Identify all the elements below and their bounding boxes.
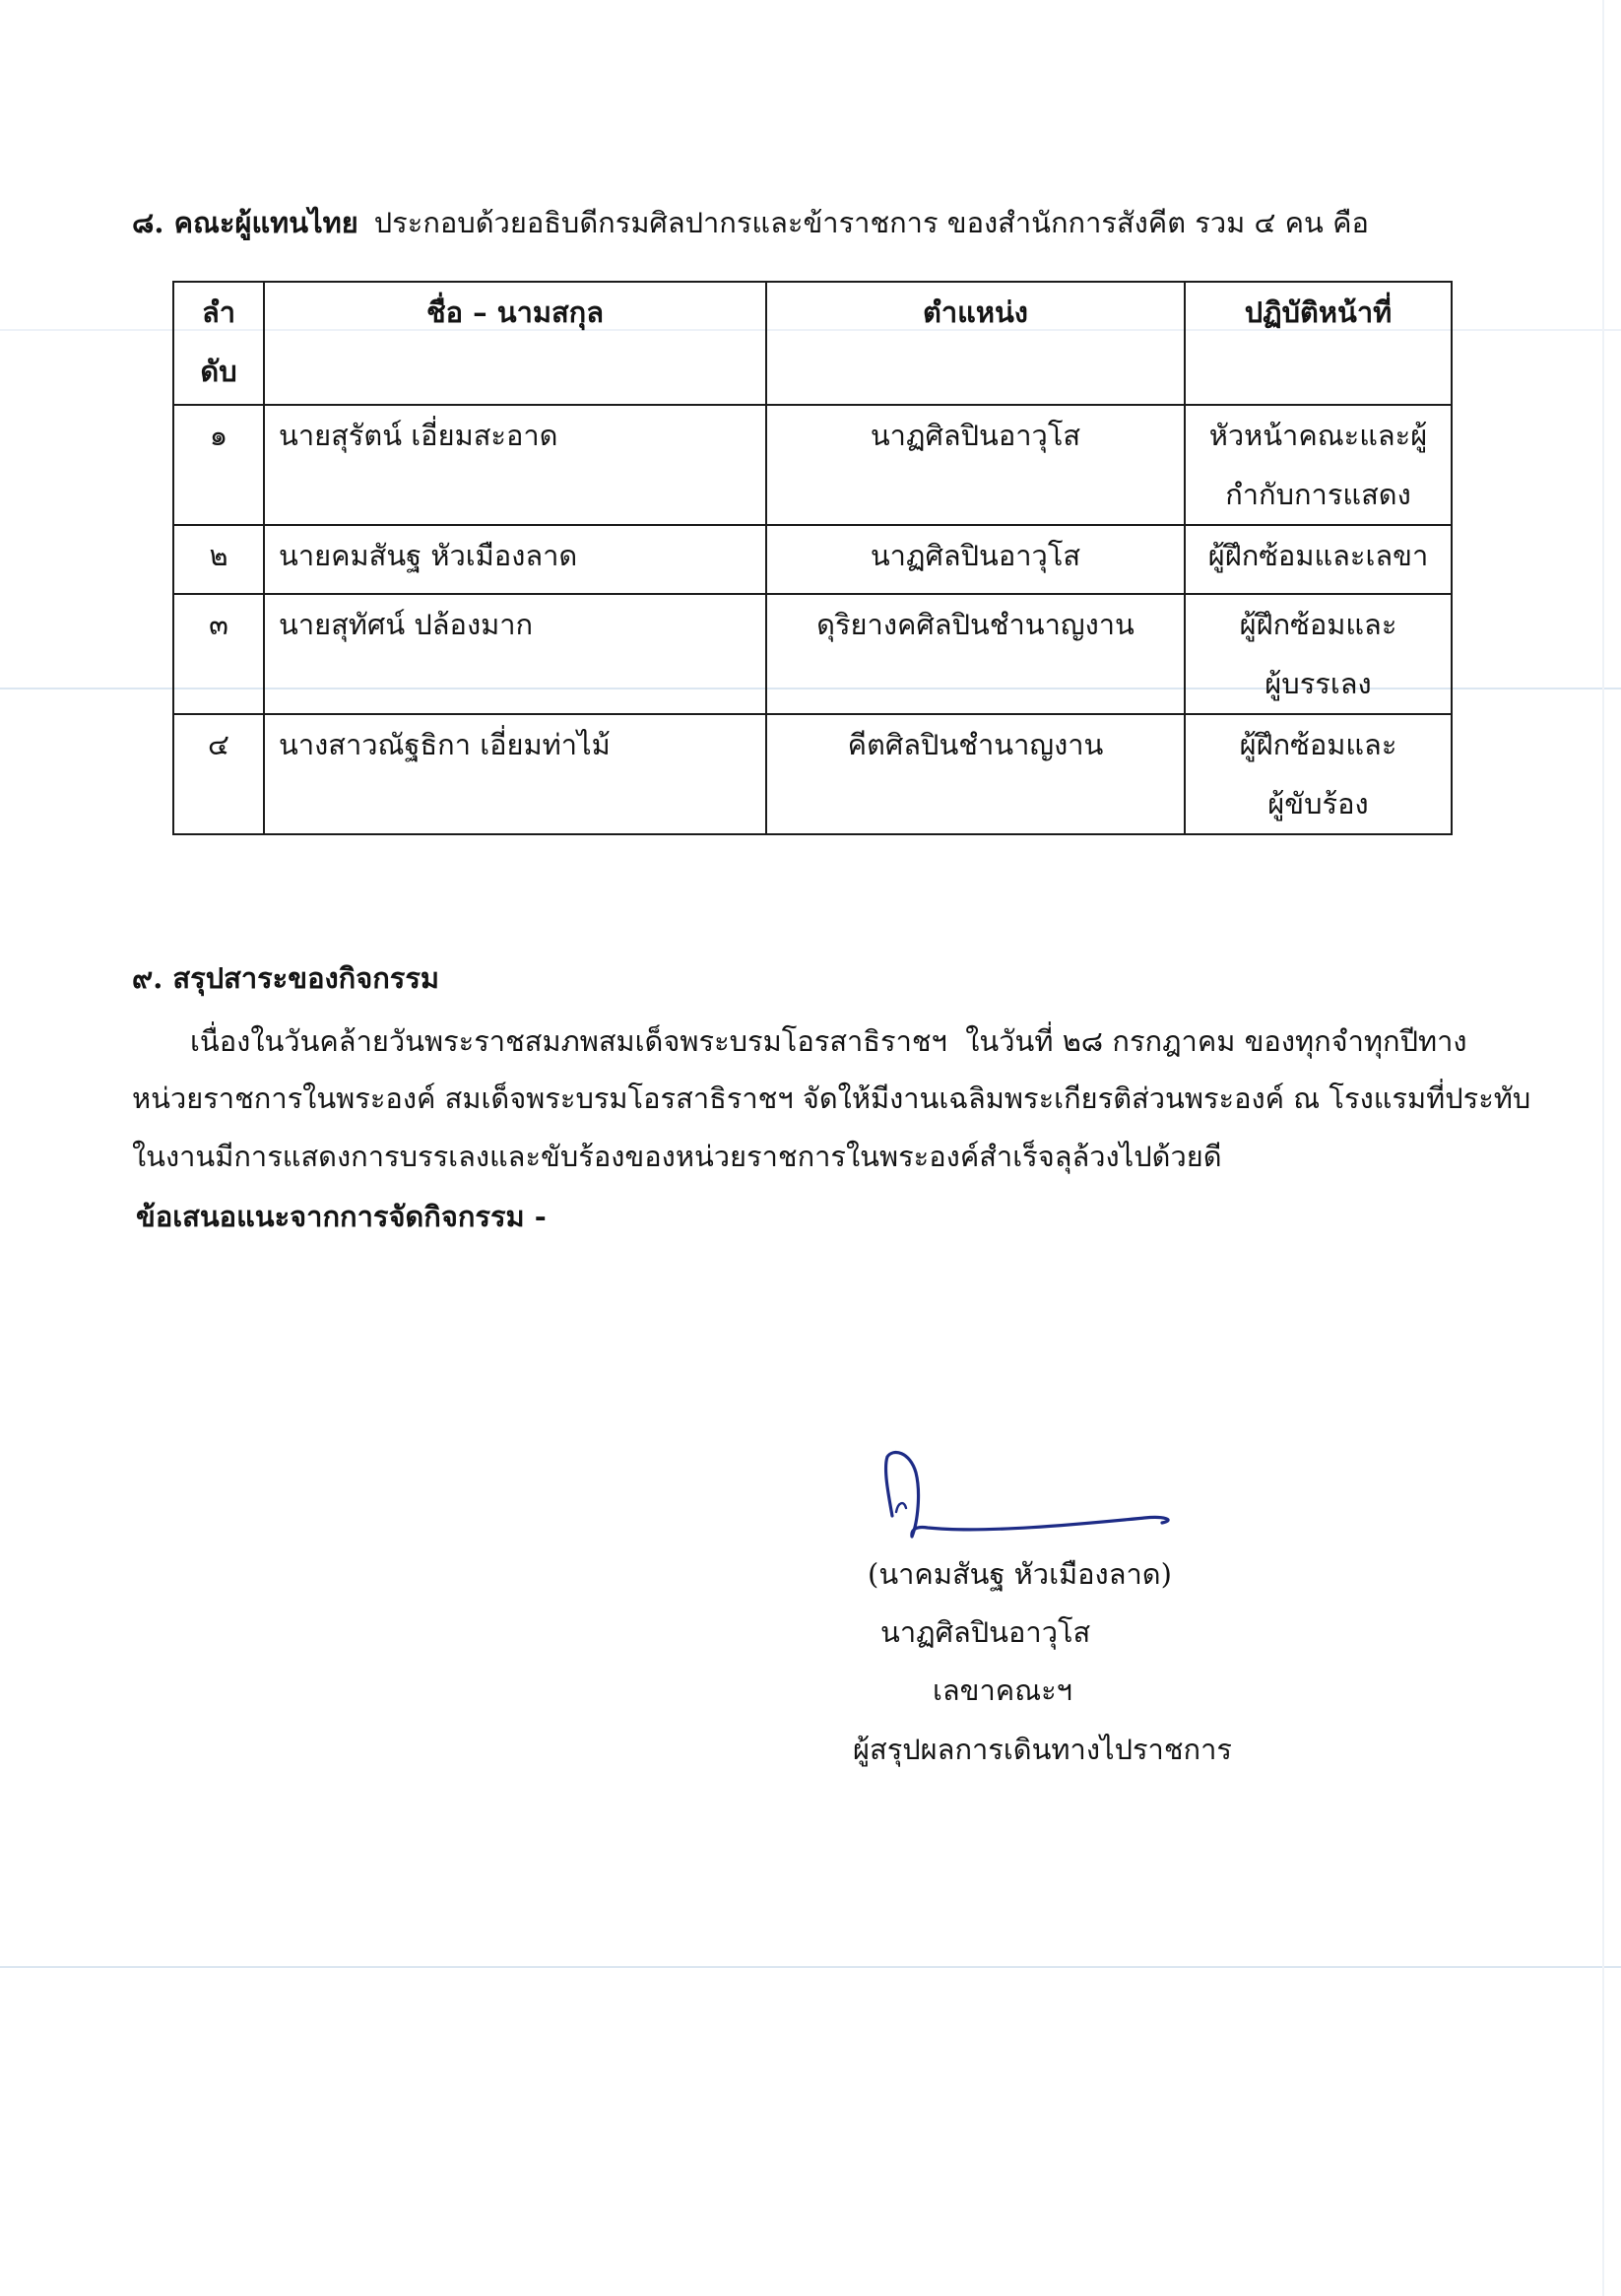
section-8-description: ประกอบด้วยอธิบดีกรมศิลปากรและข้าราชการ ของสำนักการสังคีต รวม ๔ คน คือ <box>373 206 1369 239</box>
signatory-position: นาฏศิลปินอาวุโส <box>880 1615 1091 1649</box>
section-8-heading <box>132 193 1550 252</box>
row-duty-line: ผู้ฝึกซ้อมและ <box>1239 728 1397 761</box>
table-row <box>173 594 1452 714</box>
row-duty-line: ผู้ขับร้อง <box>1267 787 1369 820</box>
row-position-value: ดุริยางคศิลปินชำนาญงาน <box>816 608 1135 641</box>
section-8-title: ๘. คณะผู้แทนไทย <box>132 206 358 239</box>
row-no-value: ๔ <box>208 728 229 761</box>
row-no <box>173 525 264 594</box>
row-name-value: นายสุรัตน์ เอี่ยมสะอาด <box>279 419 558 452</box>
row-duty-line: กำกับการแสดง <box>1225 478 1411 511</box>
header-name <box>264 282 766 405</box>
row-name <box>264 525 766 594</box>
row-position <box>766 714 1185 834</box>
table-row <box>173 525 1452 594</box>
row-no-value: ๓ <box>209 608 228 641</box>
paragraph-line: หน่วยราชการในพระองค์ สมเด็จพระบรมโอรสาธิราชฯ จัดให้มีงานเฉลิมพระเกียรติส่วนพระองค์ ณ โรงแรมที่ประทับ <box>132 1082 1531 1115</box>
representatives-table <box>172 281 1453 835</box>
signatory-name: (นาคมสันฐ หัวเมืองลาด) <box>868 1557 1172 1591</box>
paragraph-line: ในงานมีการแสดงการบรรเลงและขับร้องของหน่วยราชการในพระองค์สำเร็จลุล้วงไปด้วยดี <box>132 1140 1222 1173</box>
scan-artifact-line <box>1602 0 1604 2296</box>
row-duty <box>1185 594 1452 714</box>
row-duty-line: ผู้บรรเลง <box>1264 667 1372 700</box>
header-position-label: ตำแหน่ง <box>923 295 1028 329</box>
recommendation-line: ข้อเสนอแนะจากการจัดกิจกรรม - <box>136 1200 547 1233</box>
handwritten-signature <box>867 1443 1182 1542</box>
signatory-title: ผู้สรุปผลการเดินทางไปราชการ <box>853 1733 1232 1766</box>
row-duty <box>1185 405 1452 525</box>
row-name-value: นายสุทัศน์ ปล้องมาก <box>279 608 534 641</box>
row-position <box>766 405 1185 525</box>
row-name <box>264 714 766 834</box>
header-duty-label: ปฏิบัติหน้าที่ <box>1244 295 1393 329</box>
row-name <box>264 405 766 525</box>
row-duty-line: ผู้ฝึกซ้อมและเลขา <box>1207 539 1429 572</box>
row-position-value: คีตศิลปินชำนาญงาน <box>847 728 1104 761</box>
header-position <box>766 282 1185 405</box>
header-no-line: ลำ <box>201 295 236 329</box>
signatory-role: เลขาคณะฯ <box>933 1673 1072 1707</box>
table-row <box>173 405 1452 525</box>
header-duty <box>1185 282 1452 405</box>
row-duty <box>1185 714 1452 834</box>
header-name-label: ชื่อ – นามสกุล <box>425 295 605 329</box>
header-no-line: ดับ <box>200 355 237 388</box>
paragraph-line: เนื่องในวันคล้ายวันพระราชสมภพสมเด็จพระบรมโอรสาธิราชฯ ในวันที่ ๒๘ กรกฎาคม ของทุกจำทุกปีทาง <box>190 1024 1467 1058</box>
row-no <box>173 594 264 714</box>
section-9-title: ๙. สรุปสาระของกิจกรรม <box>132 961 440 995</box>
row-position-value: นาฏศิลปินอาวุโส <box>870 419 1081 452</box>
row-name-value: นายคมสันฐ หัวเมืองลาด <box>279 539 578 572</box>
row-no-value: ๒ <box>209 539 228 572</box>
row-duty-line: ผู้ฝึกซ้อมและ <box>1239 608 1397 641</box>
scan-artifact-line <box>0 1966 1621 1968</box>
row-duty <box>1185 525 1452 594</box>
row-name <box>264 594 766 714</box>
table-row <box>173 714 1452 834</box>
table-header-row <box>173 282 1452 405</box>
row-no-value: ๑ <box>209 419 228 452</box>
row-no <box>173 405 264 525</box>
header-no <box>173 282 264 405</box>
row-duty-line: หัวหน้าคณะและผู้ <box>1208 419 1428 452</box>
row-position <box>766 525 1185 594</box>
row-position <box>766 594 1185 714</box>
row-no <box>173 714 264 834</box>
row-position-value: นาฏศิลปินอาวุโส <box>870 539 1081 572</box>
row-name-value: นางสาวณัฐธิกา เอี่ยมท่าไม้ <box>279 728 611 761</box>
